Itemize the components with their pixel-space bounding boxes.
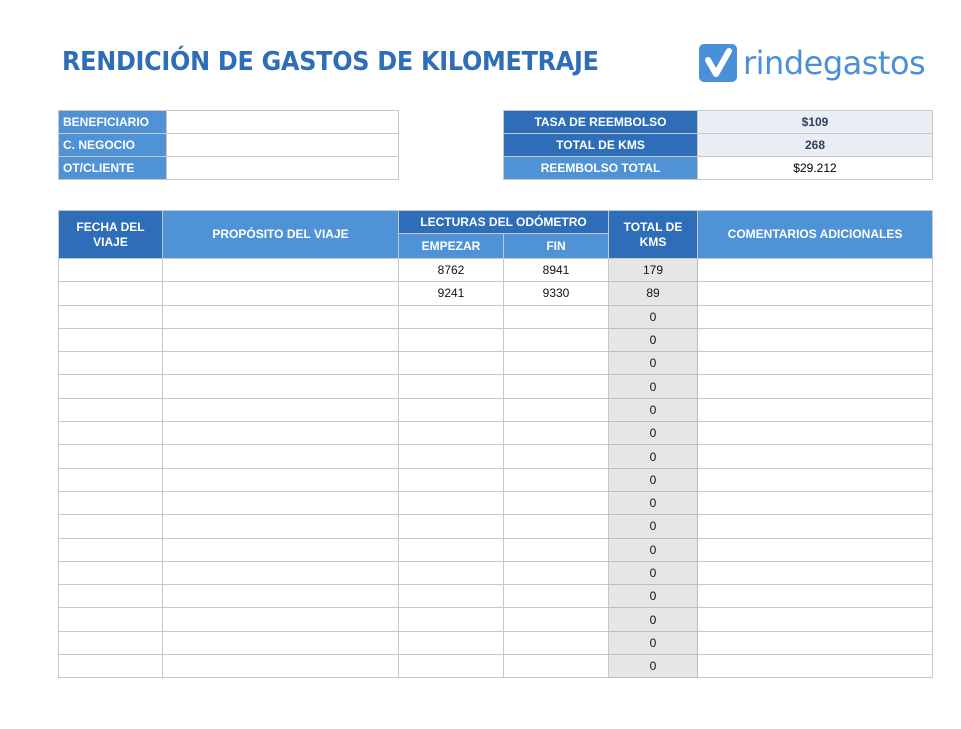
fin-cell[interactable] (504, 608, 609, 631)
fin-cell[interactable] (504, 422, 609, 445)
proposito-cell[interactable] (163, 352, 399, 375)
proposito-cell[interactable] (163, 445, 399, 468)
table-row (59, 561, 933, 584)
total-kms-cell: 179 (609, 259, 698, 282)
fecha-cell[interactable] (59, 259, 163, 282)
fecha-cell[interactable] (59, 375, 163, 398)
beneficiario-field[interactable] (167, 111, 399, 134)
summary-row-tasa (504, 111, 933, 134)
summary-table (503, 110, 933, 180)
proposito-cell[interactable] (163, 538, 399, 561)
fin-cell[interactable] (504, 375, 609, 398)
table-row (59, 352, 933, 375)
proposito-cell[interactable] (163, 328, 399, 351)
table-row (59, 422, 933, 445)
fin-cell[interactable] (504, 468, 609, 491)
fecha-cell[interactable] (59, 515, 163, 538)
table-row (59, 468, 933, 491)
info-row-beneficiario (59, 111, 399, 134)
rindegastos-logo (699, 44, 925, 82)
fecha-cell[interactable] (59, 328, 163, 351)
fecha-cell[interactable] (59, 422, 163, 445)
comentarios-cell[interactable] (698, 538, 933, 561)
fin-cell[interactable] (504, 445, 609, 468)
total-kms-cell: 0 (609, 585, 698, 608)
negocio-label: C. NEGOCIO (59, 134, 167, 157)
comentarios-cell[interactable] (698, 631, 933, 654)
table-row (59, 305, 933, 328)
comentarios-cell[interactable] (698, 259, 933, 282)
header-proposito: PROPÓSITO DEL VIAJE (163, 211, 399, 259)
proposito-cell[interactable] (163, 491, 399, 514)
header-empezar: EMPEZAR (399, 234, 504, 259)
fin-cell[interactable] (504, 655, 609, 678)
fin-cell[interactable] (504, 491, 609, 514)
total-kms-cell: 0 (609, 422, 698, 445)
info-row-cliente (59, 157, 399, 180)
comentarios-cell[interactable] (698, 328, 933, 351)
header-fin: FIN (504, 234, 609, 259)
table-row (59, 445, 933, 468)
checkmark-icon (699, 44, 737, 82)
header-total: TOTAL DE KMS (609, 211, 698, 259)
reembolso-value: $29.212 (698, 157, 933, 180)
table-row (59, 585, 933, 608)
total-kms-cell: 0 (609, 515, 698, 538)
fecha-cell[interactable] (59, 655, 163, 678)
empezar-cell[interactable] (399, 538, 504, 561)
header-lecturas: LECTURAS DEL ODÓMETRO (399, 211, 609, 234)
empezar-cell[interactable] (399, 585, 504, 608)
info-left-table (58, 110, 399, 180)
fin-cell[interactable] (504, 631, 609, 654)
empezar-cell[interactable] (399, 422, 504, 445)
proposito-cell[interactable] (163, 515, 399, 538)
tasa-label: TASA DE REEMBOLSO (504, 111, 698, 134)
proposito-cell[interactable] (163, 422, 399, 445)
total-kms-cell: 0 (609, 655, 698, 678)
fecha-cell[interactable] (59, 585, 163, 608)
fecha-cell[interactable] (59, 305, 163, 328)
fecha-cell[interactable] (59, 468, 163, 491)
proposito-cell[interactable] (163, 608, 399, 631)
summary-row-total-kms (504, 134, 933, 157)
proposito-cell[interactable] (163, 631, 399, 654)
header-fecha: FECHA DEL VIAJE (59, 211, 163, 259)
fin-cell[interactable] (504, 398, 609, 421)
header-comentarios: COMENTARIOS ADICIONALES (698, 211, 933, 259)
page-title: RENDICIÓN DE GASTOS DE KILOMETRAJE (62, 47, 599, 77)
empezar-cell[interactable] (399, 655, 504, 678)
fin-cell[interactable] (504, 515, 609, 538)
comentarios-cell[interactable] (698, 398, 933, 421)
comentarios-cell[interactable] (698, 445, 933, 468)
total-kms-value: 268 (698, 134, 933, 157)
total-kms-cell: 0 (609, 561, 698, 584)
fecha-cell[interactable] (59, 445, 163, 468)
total-kms-cell: 0 (609, 328, 698, 351)
proposito-cell[interactable] (163, 375, 399, 398)
proposito-cell[interactable] (163, 305, 399, 328)
empezar-cell[interactable] (399, 561, 504, 584)
total-kms-cell: 0 (609, 631, 698, 654)
empezar-cell[interactable] (399, 515, 504, 538)
empezar-cell[interactable] (399, 631, 504, 654)
fin-cell[interactable]: 9330 (504, 282, 609, 305)
comentarios-cell[interactable] (698, 585, 933, 608)
negocio-field[interactable] (167, 134, 399, 157)
comentarios-cell[interactable] (698, 561, 933, 584)
empezar-cell[interactable] (399, 328, 504, 351)
table-row (59, 375, 933, 398)
fecha-cell[interactable] (59, 352, 163, 375)
comentarios-cell[interactable] (698, 491, 933, 514)
tasa-value[interactable]: $109 (698, 111, 933, 134)
table-row (59, 398, 933, 421)
cliente-label: OT/CLIENTE (59, 157, 167, 180)
comentarios-cell[interactable] (698, 468, 933, 491)
total-kms-cell: 0 (609, 398, 698, 421)
fecha-cell[interactable] (59, 491, 163, 514)
table-row (59, 538, 933, 561)
fin-cell[interactable] (504, 328, 609, 351)
summary-row-reembolso (504, 157, 933, 180)
empezar-cell[interactable]: 9241 (399, 282, 504, 305)
fecha-cell[interactable] (59, 282, 163, 305)
fecha-cell[interactable] (59, 561, 163, 584)
logo-text: rindegastos (743, 44, 926, 82)
empezar-cell[interactable] (399, 468, 504, 491)
proposito-cell[interactable] (163, 655, 399, 678)
table-row (59, 608, 933, 631)
total-kms-cell: 0 (609, 305, 698, 328)
table-row (59, 655, 933, 678)
total-kms-cell: 0 (609, 352, 698, 375)
comentarios-cell[interactable] (698, 352, 933, 375)
comentarios-cell[interactable] (698, 515, 933, 538)
fin-cell[interactable]: 8941 (504, 259, 609, 282)
fecha-cell[interactable] (59, 608, 163, 631)
total-kms-cell: 0 (609, 538, 698, 561)
total-kms-cell: 89 (609, 282, 698, 305)
empezar-cell[interactable] (399, 398, 504, 421)
fin-cell[interactable] (504, 538, 609, 561)
proposito-cell[interactable] (163, 585, 399, 608)
table-row (59, 491, 933, 514)
table-row (59, 282, 933, 305)
comentarios-cell[interactable] (698, 608, 933, 631)
empezar-cell[interactable] (399, 445, 504, 468)
fin-cell[interactable] (504, 561, 609, 584)
comentarios-cell[interactable] (698, 282, 933, 305)
total-kms-cell: 0 (609, 608, 698, 631)
fin-cell[interactable] (504, 585, 609, 608)
empezar-cell[interactable]: 8762 (399, 259, 504, 282)
header-row (59, 211, 933, 234)
proposito-cell[interactable] (163, 282, 399, 305)
table-row (59, 631, 933, 654)
trips-table (58, 210, 933, 678)
comentarios-cell[interactable] (698, 655, 933, 678)
info-row-negocio (59, 134, 399, 157)
total-kms-cell: 0 (609, 468, 698, 491)
table-row (59, 328, 933, 351)
proposito-cell[interactable] (163, 468, 399, 491)
beneficiario-label: BENEFICIARIO (59, 111, 167, 134)
fin-cell[interactable] (504, 305, 609, 328)
empezar-cell[interactable] (399, 352, 504, 375)
total-kms-cell: 0 (609, 445, 698, 468)
fecha-cell[interactable] (59, 398, 163, 421)
proposito-cell[interactable] (163, 561, 399, 584)
proposito-cell[interactable] (163, 259, 399, 282)
empezar-cell[interactable] (399, 491, 504, 514)
comentarios-cell[interactable] (698, 305, 933, 328)
comentarios-cell[interactable] (698, 375, 933, 398)
cliente-field[interactable] (167, 157, 399, 180)
proposito-cell[interactable] (163, 398, 399, 421)
fecha-cell[interactable] (59, 631, 163, 654)
comentarios-cell[interactable] (698, 422, 933, 445)
fecha-cell[interactable] (59, 538, 163, 561)
total-kms-cell: 0 (609, 491, 698, 514)
total-kms-cell: 0 (609, 375, 698, 398)
total-kms-label: TOTAL DE KMS (504, 134, 698, 157)
fin-cell[interactable] (504, 352, 609, 375)
table-row (59, 259, 933, 282)
empezar-cell[interactable] (399, 608, 504, 631)
empezar-cell[interactable] (399, 375, 504, 398)
table-row (59, 515, 933, 538)
reembolso-label: REEMBOLSO TOTAL (504, 157, 698, 180)
empezar-cell[interactable] (399, 305, 504, 328)
